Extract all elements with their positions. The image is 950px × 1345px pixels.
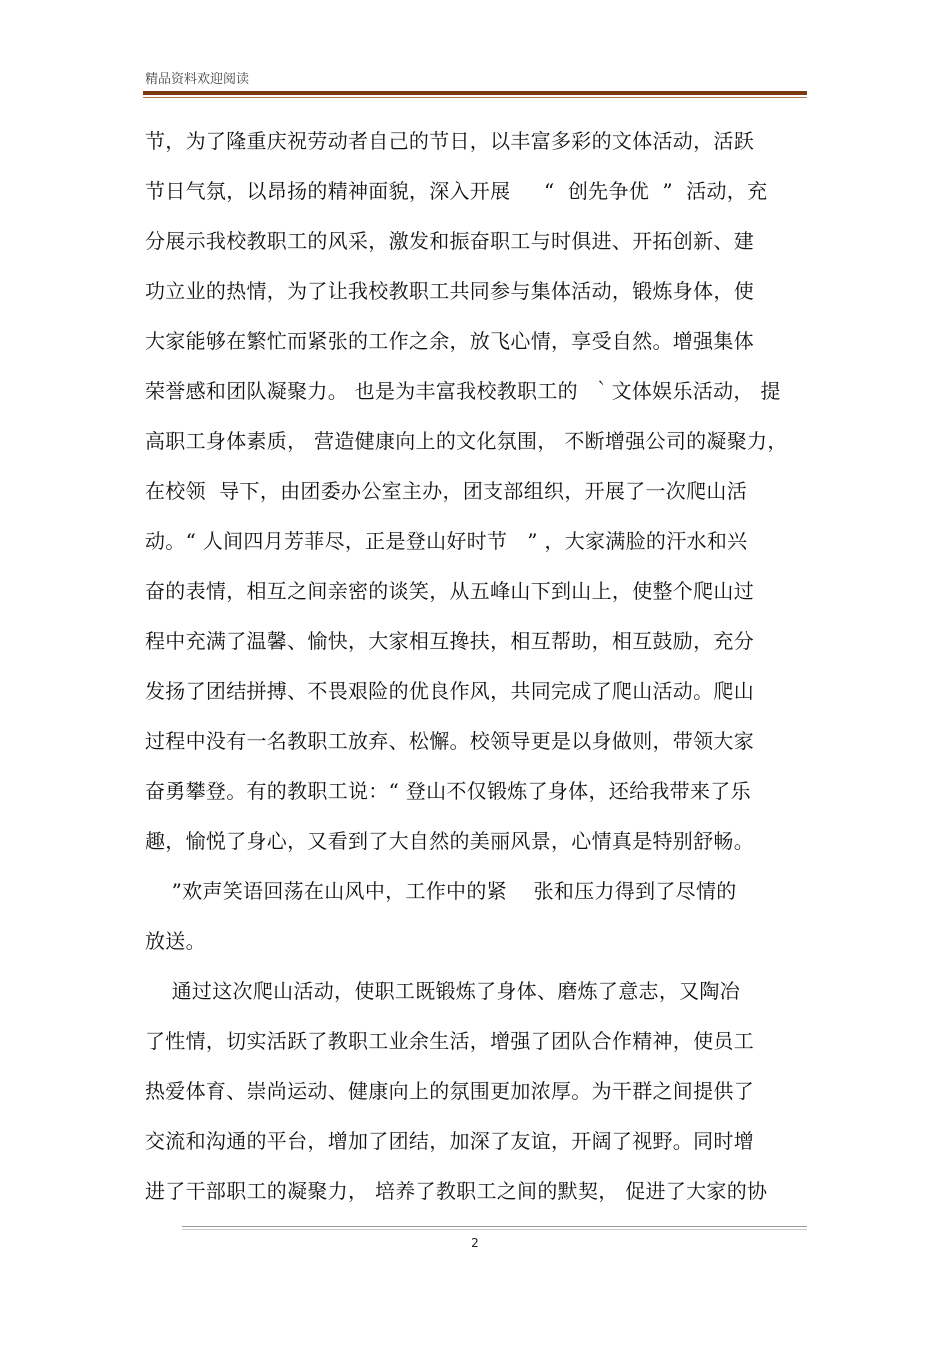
text-line: 功立业的热情，为了让我校教职工共同参与集体活动，锻炼身体，使	[145, 279, 754, 303]
text-line: 程中充满了温馨、愉快，大家相互搀扶，相互帮助，相互鼓励，充分	[145, 629, 754, 653]
text-line: 了性情，切实活跃了教职工业余生活，增强了团队合作精神，使员工	[145, 1029, 754, 1053]
text-line: 奋的表情，相互之间亲密的谈笑，从五峰山下到山上，使整个爬山过	[145, 579, 754, 603]
text-line: 热爱体育、崇尚运动、健康向上的氛围更加浓厚。为干群之间提供了	[145, 1079, 754, 1103]
text-line: 荣誉感和团队凝聚力。 也是为丰富我校教职工的 ｀文体娱乐活动， 提	[145, 379, 781, 403]
page-number: 2	[471, 1236, 479, 1250]
text-line: 放送。	[145, 929, 206, 953]
text-line: 高职工身体素质， 营造健康向上的文化氛围， 不断增强公司的凝聚力，	[145, 429, 788, 453]
footer-rule	[182, 1226, 807, 1227]
text-line: 奋勇攀登。有的教职工说：“ 登山不仅锻炼了身体，还给我带来了乐	[145, 779, 751, 803]
text-line: 动。“ 人间四月芳菲尽，正是登山好时节 ” ，大家满脸的汗水和兴	[145, 529, 748, 553]
text-line: 进了干部职工的凝聚力， 培养了教职工之间的默契， 促进了大家的协	[145, 1179, 768, 1203]
text-line: 大家能够在繁忙而紧张的工作之余，放飞心情，享受自然。增强集体	[145, 329, 754, 353]
text-line: 在校领 导下，由团委办公室主办，团支部组织，开展了一次爬山活	[145, 479, 748, 503]
text-line: 发扬了团结拼搏、不畏艰险的优良作风，共同完成了爬山活动。爬山	[145, 679, 754, 703]
text-line: 节日气氛，以昂扬的精神面貌，深入开展 “ 创先争优 ” 活动，充	[145, 179, 768, 203]
text-line: 过程中没有一名教职工放弃、松懈。校领导更是以身做则，带领大家	[145, 729, 754, 753]
page-header-text: 精品资料欢迎阅读	[145, 72, 250, 87]
document-body	[145, 123, 810, 1223]
header-rule	[143, 91, 807, 95]
text-line: 交流和沟通的平台，增加了团结，加深了友谊，开阔了视野。同时增	[145, 1129, 754, 1153]
text-line: 分展示我校教职工的风采，激发和振奋职工与时俱进、开拓创新、建	[145, 229, 754, 253]
footer-rule-light	[182, 1229, 807, 1230]
text-line: 趣，愉悦了身心，又看到了大自然的美丽风景，心情真是特别舒畅。	[145, 829, 754, 853]
text-line: ”欢声笑语回荡在山风中，工作中的紧 张和压力得到了尽情的	[145, 879, 737, 903]
text-line: 节，为了隆重庆祝劳动者自己的节日，以丰富多彩的文体活动，活跃	[145, 129, 754, 153]
header-rule-thin	[143, 97, 807, 98]
text-line: 通过这次爬山活动，使职工既锻炼了身体、磨炼了意志，又陶冶	[145, 979, 741, 1003]
